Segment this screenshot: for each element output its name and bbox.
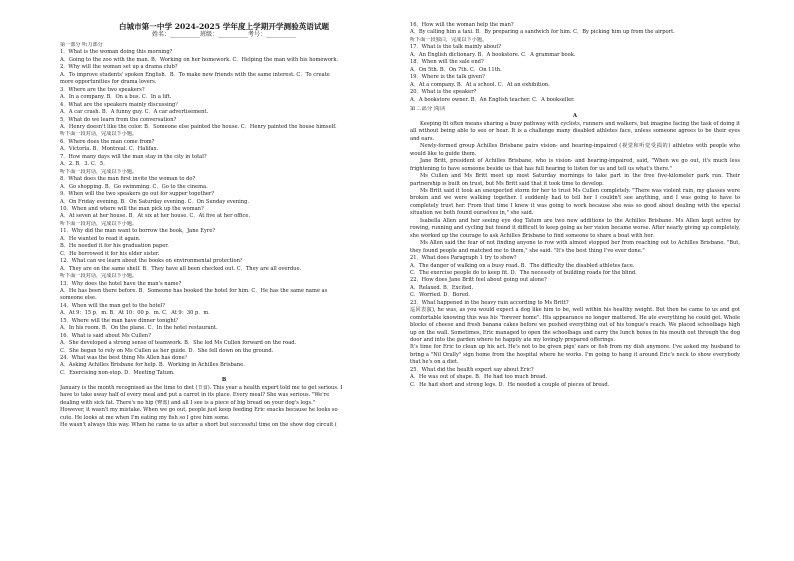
text-line: A．At a company. B．At a school. C．At an exhibition. — [410, 81, 550, 88]
passage-line: He wasn't always this way. When he came to us after a short but successful time on the show dog circuit ( — [60, 422, 337, 429]
passage-a — [410, 121, 740, 255]
text-line: 20．What is the speaker? — [410, 89, 477, 96]
question-line: 25．What did the health expert say about Eric? — [410, 366, 534, 373]
passage-b-label: B — [221, 377, 227, 384]
passage-line: dealing with sick fat. There's no hip (臀部) and all I see is a piece of big bread on your dog's legs." — [60, 399, 316, 406]
text-line: 听下面一段独白，完成以下小题。 — [410, 36, 488, 43]
text-line: 10．When and where will the man pick up the woman? — [60, 205, 204, 212]
paragraph: Jane Britt, president of Achilles Brisbane, who is vision- and hearing-impaired, said, "When we go out, it's much less frightening to have someone beside us that has full hearing to listen for us and tell us what's there." — [410, 158, 740, 172]
text-line: 16．What is said about Ms Cullen? — [60, 332, 151, 339]
text-line: 听下面一段对话，完成以下小题。 — [60, 220, 138, 227]
paragraph: Ms Cullen and Ms Britt meet up most Saturday mornings to take part in the free five-kilometer park run. Their partnership is built on trust, but Ms Britt said that it took time to develop. — [410, 173, 740, 187]
passage-line: cute. He looks at me when I'm eating my fish so I give him some. — [60, 414, 230, 421]
exam-title: 白城市第一中学 2024-2025 学年度上学期开学测验英语试题 — [118, 22, 330, 31]
text-line: 15．Where will the man have dinner tonight？ — [60, 317, 181, 324]
paragraph: Newly-formed group Achilles Brisbane pairs vision- and hearing-impaired (视觉和听觉受损的) athletes with people who would like to guide them. — [410, 143, 740, 157]
text-line: A．To improve students' spoken English．B．To make new friends with the same interest. C．To create — [60, 71, 330, 78]
text-line: A．Victoria. B．Montreal. C．Halifax. — [60, 146, 159, 153]
text-line: A．Going to the zoo with the man. B．Working on her homework. C．Helping the man with his homework. — [60, 56, 339, 63]
paragraph: Keeping fit often means sharing a busy pathway with cyclists, runners and walkers, but imagine facing the task of doing it all without being able to see or hear. It is a challenge many disabled athletes face, unless someone agrees to be their eyes and ears. — [410, 120, 740, 142]
text-line: A．Henry doesn't like the color. B．Someone else painted the house. C．Henry painted the house himself. — [60, 123, 337, 130]
question-line: 22．How does Jane Britt feel about going out alone? — [410, 277, 547, 284]
text-line: A．At 9：15 p．m. B．At 10：00 p．m. C．At 9：30 p．m. — [60, 310, 210, 317]
text-line: A．By calling him a taxi. B．By preparing a sandwich for him. C．By picking him up from the airport. — [410, 29, 675, 36]
text-line: A．They are on the same shelf. B．They have all been checked out. C．They are all overdue. — [60, 265, 302, 272]
question-line: A．Relaxed. B．Excited. — [410, 284, 474, 291]
text-line: 6．Where does the man come from? — [60, 138, 155, 145]
text-line: A．On Friday evening. B．On Saturday evening. C．On Sunday evening. — [60, 198, 250, 205]
paragraph: Isabella Allen and her seeing eye dog Tatum are two new additions to the Achilles Brisbane. Ms Allen kept active by rowing, running and cycling but found it difficult to keep going as her vision became worse. After nearly giving up completely, she worked up the courage to ask Achilles Brisbane to find someone to share a boat with her. — [410, 217, 740, 239]
question-line: C．He had short and strong legs. D．He needed a couple of pieces of bread. — [410, 381, 610, 388]
passage-a-questions — [410, 255, 740, 307]
paragraph: Ms Allen said the fear of not finding anyone to row with almost stopped her from reaching out to Achilles Brisbane. "But, they found people and matched me to them," she said. "It's the best thing I've ever done." — [410, 240, 740, 254]
text-line: A．A bookstore owner. B．An English teacher. C．A bookseller. — [410, 96, 575, 103]
text-line: B．He needed it for his graduation paper. — [60, 243, 169, 250]
text-line: A．An English dictionary. B．A bookstore. C．A grammar book. — [410, 51, 576, 58]
passage-line: have to take away half of every meal and put a carrot in its place. Every meal? She was serious. "We're — [60, 392, 330, 399]
passage-line: January is the month recognised as the time to diet (节食). This year a health expert told me to get serious. I — [60, 384, 343, 391]
text-line: 5．What do we learn from the conversation? — [60, 116, 177, 123]
listening-section — [60, 42, 388, 377]
text-line: 19．Where is the talk given? — [410, 74, 485, 81]
text-line: 12．What can we learn about the books on environmental protection？ — [60, 258, 246, 265]
left-column — [60, 22, 388, 430]
text-line: A．In a company. B．On a bus. C．In a lift. — [60, 94, 172, 101]
text-line: A．She developed a strong sense of teamwork. B．She led Ms Cullen forward on the road. — [60, 340, 297, 347]
text-line: C．He borrowed it for his elder sister. — [60, 250, 160, 257]
text-line: A．He has been there before. B．Someone has booked the hotel for him. C．He has the same name as — [60, 287, 328, 294]
text-line: 17．What is the talk mainly about? — [410, 44, 502, 51]
text-line: 16．How will the woman help the man? — [410, 22, 514, 28]
text-line: 18．When will the sale end? — [410, 59, 484, 66]
text-line: more opportunities for drama lovers. — [60, 79, 157, 86]
reading-section-heading: 第二部分 阅读 — [410, 105, 446, 112]
listening-section-continued — [410, 22, 740, 104]
text-line: 8．What does the man first invite the woman to do? — [60, 176, 196, 183]
text-line: A．2. B．3. C．5. — [60, 161, 105, 168]
text-line: A．Asking Achilles Brisbane for help. B．Working in Achilles Brisbane. — [60, 362, 245, 369]
text-line: 听下面一段对话，完成以下小题。 — [60, 168, 138, 175]
paragraph: It's time for Eric to clean up his act. He's not to be given pigs' ears or fish from my dish anymore. I've asked my husband to bring a "Nil Orally" sign home from the hospital where he works. I'm going to hang it around Eric's neck to show everybody that he's on a diet. — [410, 344, 740, 366]
text-line: 1．What is the woman doing this morning? — [60, 49, 173, 56]
passage-a-label: A — [573, 113, 577, 120]
question-line: A．He was out of shape. B．He had too much bread. — [410, 374, 548, 381]
text-line: A．On 5th. B．On 7th. C．On 11th. — [410, 66, 502, 73]
passage-line: However, it wasn't my mistake. When we go out, people just keep feeding Eric snacks because he looks so — [60, 407, 338, 414]
paragraph: 巡回表演), he was, as you would expect a dog like him to be, well within his healthy weight. But then he came to us and got comfortable knowing this was his "forever home". His appearance no longer mattered. He ate everything he could get. Whole blocks of cheese and fresh banana cakes before we pushed everything out of his tongue's reach. We placed schoolbags high up on the wall. Sometimes, Eric managed to open the schoolbags and carry the lunch boxes in his mouth out through the dog door and into the garden where he happily ate my lovingly prepared offerings. — [410, 307, 740, 344]
text-line: 7．How many days will the man stay in the city in total? — [60, 153, 207, 160]
text-line: A．A car crash. B．A funny guy. C．A car advertisement. — [60, 109, 209, 116]
text-line: C．Exercising non-stop. D．Meeting Tatum. — [60, 369, 175, 376]
text-line: 第一部分 听力部分 — [60, 42, 103, 48]
passage-b — [60, 385, 388, 430]
text-line: 24．What was the best thing Ms Allen has done？ — [60, 355, 190, 362]
question-line: C．The exercise people do to keep fit. D．The necessity of building roads for the blind. — [410, 269, 637, 276]
text-line: A．He wanted to read it again. — [60, 235, 141, 242]
text-line: 3．Where are the two speakers? — [60, 86, 145, 93]
text-line: C．She began to rely on Ms Cullen as her guide. D．She fell down on the ground. — [60, 347, 274, 354]
question-line: A．The danger of walking on a busy road. B．The difficulty the disabled athletes face. — [410, 262, 635, 269]
text-line: A．Go shopping. B．Go swimming. C．Go to the cinema. — [60, 183, 208, 190]
text-line: 听下面一段对话，完成以下小题。 — [60, 273, 138, 280]
text-line: A．At seven at her house. B．At six at her house. C．At five at her office. — [60, 213, 251, 220]
text-line: 11．Why did the man want to borrow the book，Jane Eyre? — [60, 228, 216, 235]
right-column — [410, 22, 740, 389]
text-line: A．In his room. B．On the plane. C．In the hotel restaurant. — [60, 325, 218, 332]
text-line: 14．When will the man get to the hotel? — [60, 302, 165, 309]
question-line: 21．What does Paragraph 1 try to show? — [410, 255, 517, 262]
text-line: someone else. — [60, 295, 97, 302]
student-info: 姓名：__________班级：__________考号：__________ — [151, 31, 296, 38]
text-line: 2．Why will the woman set up a drama club? — [60, 64, 178, 71]
passage-b-continued — [410, 307, 740, 367]
question-line: 23．What happened in the heavy rain according to Ms Britt? — [410, 299, 569, 306]
text-line: 13．Why does the hotel have the man's name? — [60, 280, 182, 287]
text-line: 4．What are the speakers mainly discussing？ — [60, 101, 181, 108]
passage-b-questions — [410, 367, 740, 389]
question-line: C．Worried. D．Bored. — [410, 292, 470, 299]
text-line: 听下面一段对话，完成以下小题。 — [60, 131, 138, 138]
text-line: 9．When will the two speakers go out for supper together? — [60, 191, 215, 198]
paragraph: Ms Britt said it took an unexpected storm for her to trust Ms Cullen completely. "There was violent rain, my glasses were broken and we were walking together. I suddenly had to tell her I couldn't see anything, and I was going to have to completely trust her. From that time I knew it was going to work because she was so good about dealing with the special situation we both found ourselves in," she said. — [410, 187, 740, 217]
